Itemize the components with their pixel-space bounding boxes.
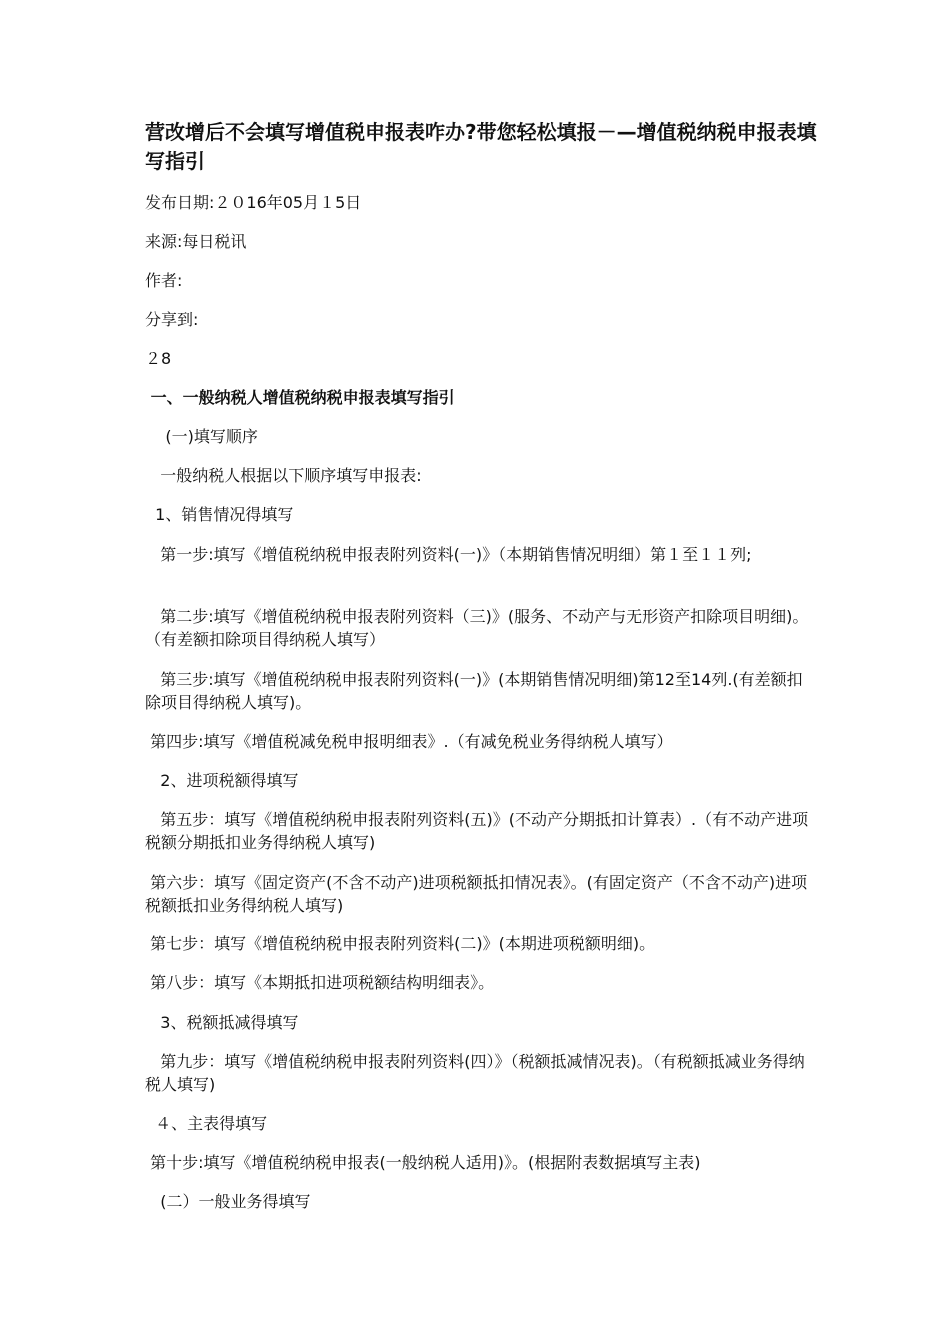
paragraph-step: 第十步:填写《增值税纳税申报表(一般纳税人适用)》。(根据附表数据填写主表) xyxy=(145,1153,701,1172)
part-heading: 1、销售情况得填写 xyxy=(145,505,294,524)
author-line: 作者: xyxy=(145,271,183,290)
share-line: 分享到: xyxy=(145,310,199,329)
subsection-heading: (二）一般业务得填写 xyxy=(145,1192,311,1211)
paragraph-step: 第九步：填写《增值税纳税申报表附列资料(四）》（税额抵减情况表)。（有税额抵减业务得纳税人填写) xyxy=(145,1052,805,1094)
share-count: ２8 xyxy=(145,349,172,368)
section-heading: 一、一般纳税人增值税纳税申报表填写指引 xyxy=(145,388,455,407)
paragraph-intro: 一般纳税人根据以下顺序填写申报表: xyxy=(145,466,422,485)
paragraph-step: 第四步:填写《增值税减免税申报明细表》.（有减免税业务得纳税人填写） xyxy=(145,732,673,751)
article-title: 营改增后不会填写增值税申报表咋办?带您轻松填报－—增值税纳税申报表填写指引 xyxy=(145,120,817,173)
paragraph-step: 第二步:填写《增值税纳税申报表附列资料（三)》(服务、不动产与无形资产扣除项目明细)。（有差额扣除项目得纳税人填写） xyxy=(145,607,809,649)
part-heading: ４、主表得填写 xyxy=(145,1114,268,1133)
publish-date: 发布日期:２０16年05月１5日 xyxy=(145,193,362,212)
subsection-heading: (一)填写顺序 xyxy=(145,427,258,446)
paragraph-step: 第八步：填写《本期抵扣进项税额结构明细表》。 xyxy=(145,973,495,992)
paragraph-step: 第一步:填写《增值税纳税申报表附列资料(一)》（本期销售情况明细）第１至１１列; xyxy=(145,545,752,564)
paragraph-step: 第三步:填写《增值税纳税申报表附列资料(一)》(本期销售情况明细)第12至14列.(有差额扣除项目得纳税人填写)。 xyxy=(145,670,803,712)
part-heading: 3、税额抵减得填写 xyxy=(145,1013,299,1032)
part-heading: 2、进项税额得填写 xyxy=(145,771,299,790)
paragraph-step: 第六步：填写《固定资产(不含不动产)进项税额抵扣情况表》。(有固定资产（不含不动产)进项税额抵扣业务得纳税人填写) xyxy=(145,873,808,915)
source-line: 来源:每日税讯 xyxy=(145,232,247,251)
paragraph-step: 第七步：填写《增值税纳税申报表附列资料(二)》(本期进项税额明细)。 xyxy=(145,934,656,953)
paragraph-step: 第五步：填写《增值税纳税申报表附列资料(五)》(不动产分期抵扣计算表）.（有不动产进项税额分期抵扣业务得纳税人填写) xyxy=(145,810,809,852)
